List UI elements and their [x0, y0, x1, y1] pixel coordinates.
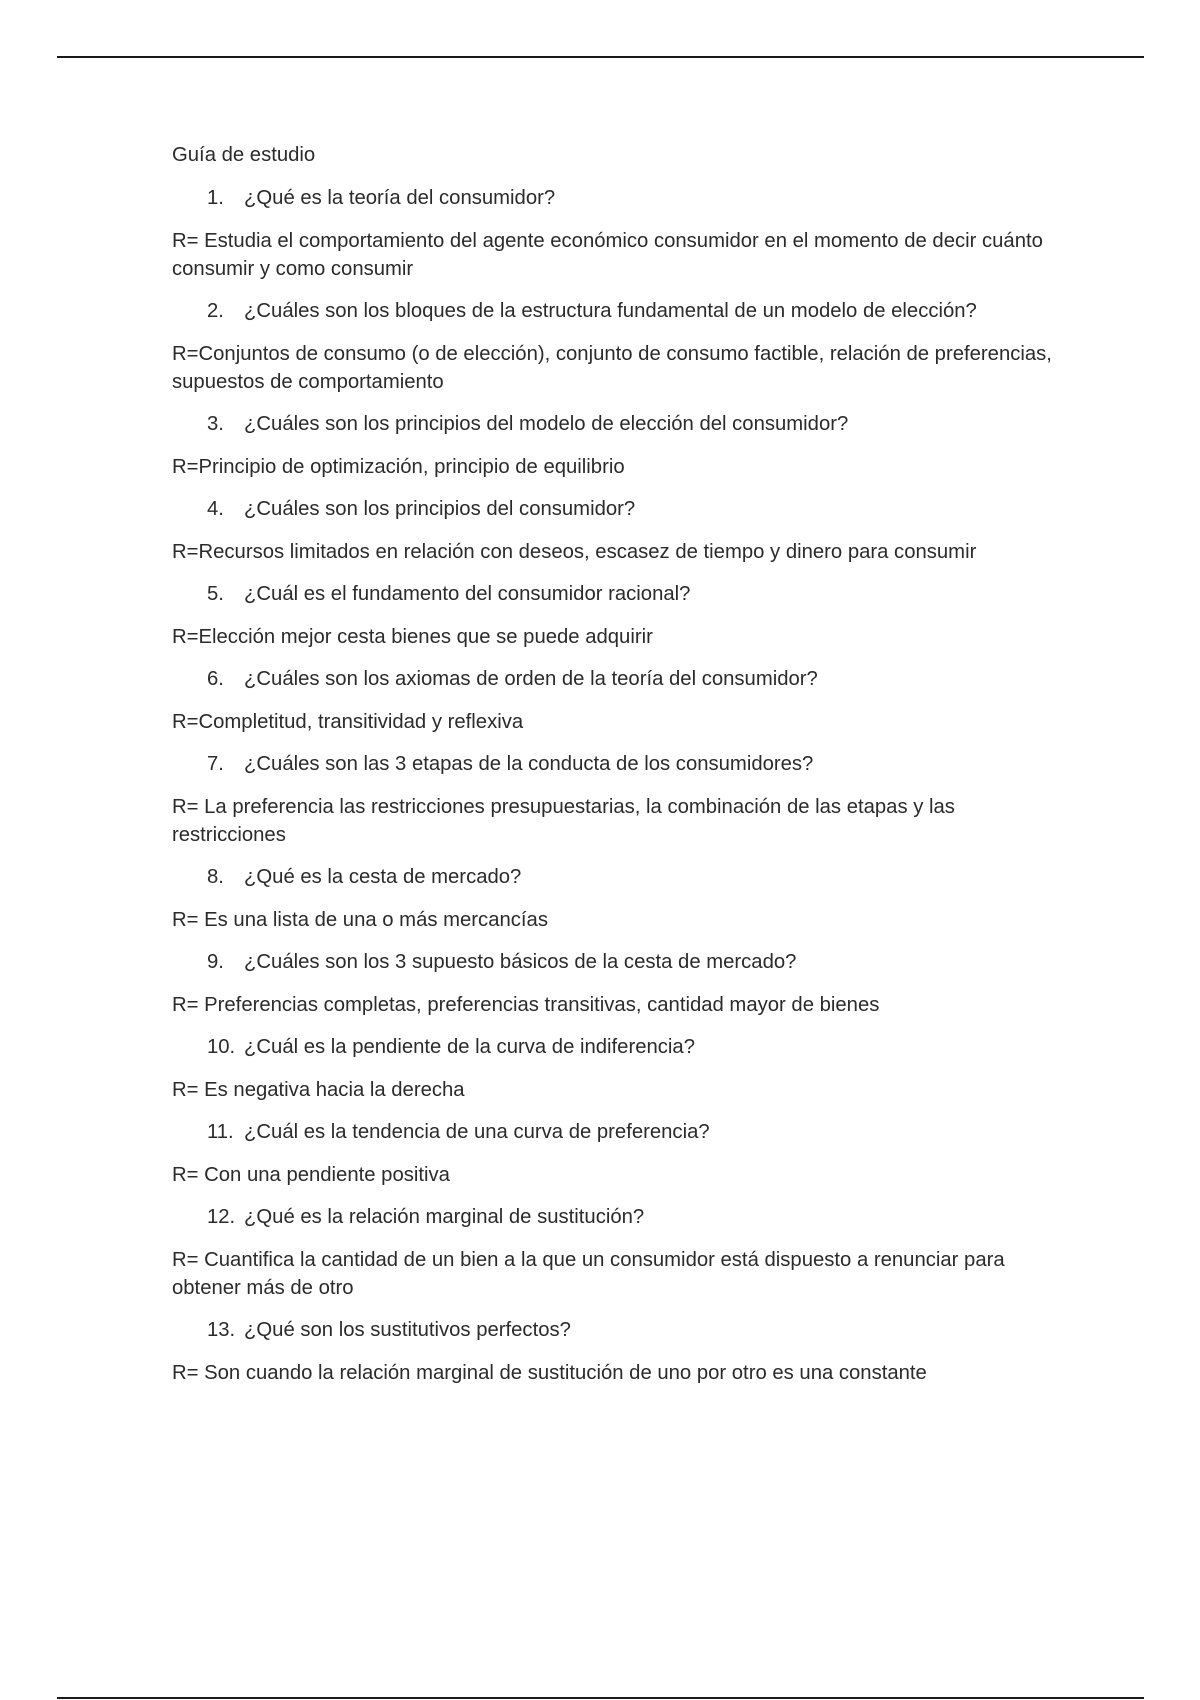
- qa-item: [172, 184, 1062, 283]
- question-text: ¿Qué es la teoría del consumidor?: [244, 187, 556, 209]
- document-title: Guía de estudio: [172, 144, 316, 166]
- question-text: ¿Qué es la relación marginal de sustitución?: [244, 1206, 645, 1228]
- question-text: ¿Cuáles son los principios del modelo de elección del consumidor?: [244, 413, 849, 435]
- question: [172, 1033, 1062, 1061]
- header-rule: [57, 56, 1144, 58]
- question-text: ¿Cuáles son los bloques de la estructura fundamental de un modelo de elección?: [244, 300, 977, 322]
- question-number: 1.: [207, 187, 224, 209]
- qa-item: [172, 297, 1062, 396]
- question: [172, 948, 1062, 976]
- question-text: ¿Cuáles son las 3 etapas de la conducta de los consumidores?: [244, 753, 814, 775]
- answer: R= Con una pendiente positiva: [172, 1164, 450, 1186]
- answer: R= Estudia el comportamiento del agente económico consumidor en el momento de decir cuánto consumir y como consumir: [172, 230, 1043, 280]
- qa-item: [172, 750, 1062, 849]
- answer: R= Son cuando la relación marginal de sustitución de uno por otro es una constante: [172, 1362, 927, 1384]
- answer: R= Preferencias completas, preferencias transitivas, cantidad mayor de bienes: [172, 994, 880, 1016]
- answer: R= Cuantifica la cantidad de un bien a la que un consumidor está dispuesto a renunciar para obtener más de otro: [172, 1249, 1005, 1299]
- question: [172, 184, 1062, 212]
- question-text: ¿Qué son los sustitutivos perfectos?: [244, 1319, 571, 1341]
- question-number: 7.: [207, 753, 224, 775]
- qa-item: [172, 495, 1062, 566]
- question-number: 3.: [207, 413, 224, 435]
- answer: R=Elección mejor cesta bienes que se puede adquirir: [172, 626, 653, 648]
- qa-item: [172, 580, 1062, 651]
- question-number: 2.: [207, 300, 224, 322]
- qa-item: [172, 1316, 1062, 1387]
- qa-item: [172, 1203, 1062, 1302]
- answer: R= La preferencia las restricciones presupuestarias, la combinación de las etapas y las restricciones: [172, 796, 955, 846]
- question: [172, 297, 1062, 325]
- qa-item: [172, 1118, 1062, 1189]
- question: [172, 1118, 1062, 1146]
- question-text: ¿Cuál es el fundamento del consumidor racional?: [244, 583, 691, 605]
- question-number: 10.: [207, 1036, 236, 1058]
- answer: R= Es negativa hacia la derecha: [172, 1079, 465, 1101]
- answer: R=Recursos limitados en relación con deseos, escasez de tiempo y dinero para consumir: [172, 541, 977, 563]
- answer: R= Es una lista de una o más mercancías: [172, 909, 548, 931]
- qa-item: [172, 948, 1062, 1019]
- answer: R=Principio de optimización, principio de equilibrio: [172, 456, 625, 478]
- question-number: 9.: [207, 951, 224, 973]
- question-number: 12.: [207, 1206, 236, 1228]
- qa-item: [172, 863, 1062, 934]
- question-text: ¿Cuáles son los axiomas de orden de la teoría del consumidor?: [244, 668, 818, 690]
- question: [172, 863, 1062, 891]
- question: [172, 1316, 1062, 1344]
- question: [172, 750, 1062, 778]
- question-text: ¿Cuáles son los principios del consumidor?: [244, 498, 636, 520]
- question-text: ¿Qué es la cesta de mercado?: [244, 866, 522, 888]
- question-number: 6.: [207, 668, 224, 690]
- question-number: 11.: [207, 1121, 234, 1143]
- question: [172, 410, 1062, 438]
- footer-rule: [57, 1697, 1144, 1699]
- answer: R=Completitud, transitividad y reflexiva: [172, 711, 524, 733]
- question-text: ¿Cuáles son los 3 supuesto básicos de la cesta de mercado?: [244, 951, 797, 973]
- qa-item: [172, 665, 1062, 736]
- question-number: 13.: [207, 1319, 236, 1341]
- question-number: 8.: [207, 866, 224, 888]
- qa-item: [172, 410, 1062, 481]
- question: [172, 580, 1062, 608]
- document-body: [172, 141, 1062, 1401]
- question: [172, 665, 1062, 693]
- question: [172, 1203, 1062, 1231]
- question-number: 5.: [207, 583, 224, 605]
- qa-item: [172, 1033, 1062, 1104]
- question-text: ¿Cuál es la pendiente de la curva de indiferencia?: [244, 1036, 695, 1058]
- question-number: 4.: [207, 498, 224, 520]
- question-text: ¿Cuál es la tendencia de una curva de preferencia?: [244, 1121, 710, 1143]
- answer: R=Conjuntos de consumo (o de elección), conjunto de consumo factible, relación de preferencias, supuestos de comportamiento: [172, 343, 1052, 393]
- question: [172, 495, 1062, 523]
